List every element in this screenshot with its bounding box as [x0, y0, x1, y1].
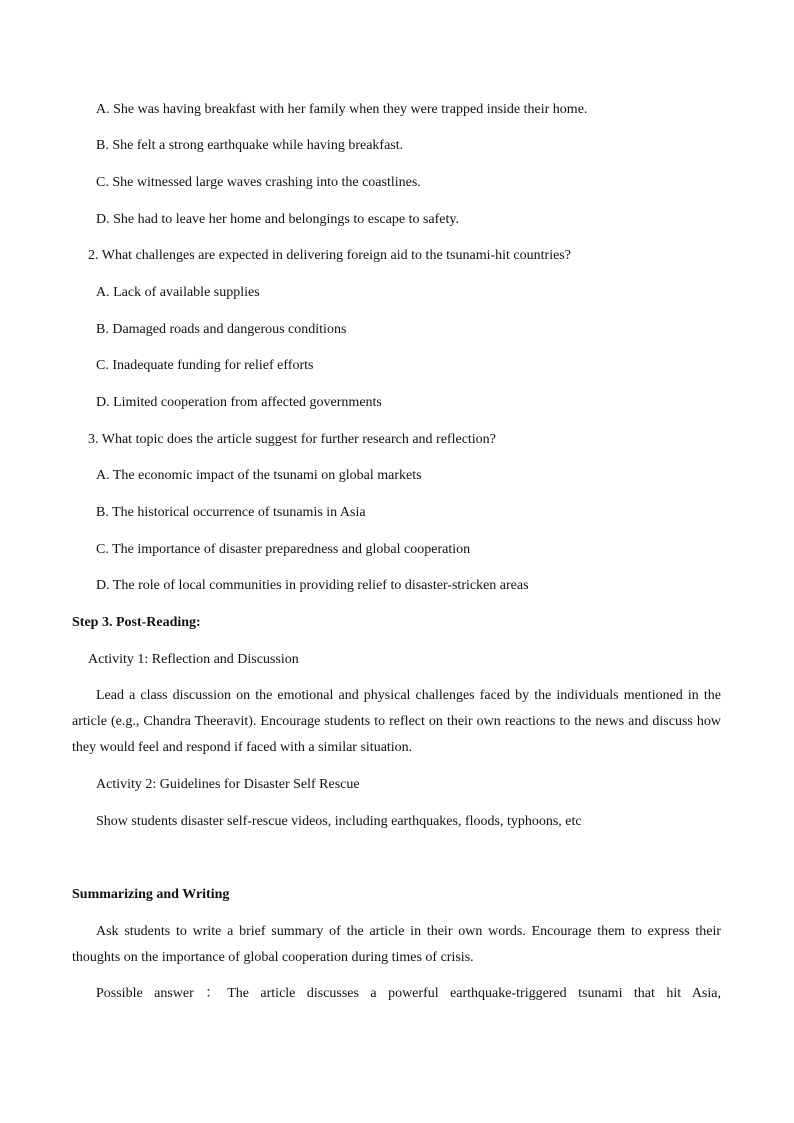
q3-option-a: A. The economic impact of the tsunami on global markets: [96, 468, 422, 483]
possible-answer: Possible answer ：The article discusses a powerful earthquake-triggered tsunami that hit Asia,: [96, 986, 721, 1001]
q3-option-c: C. The importance of disaster preparedness and global cooperation: [96, 542, 471, 557]
activity2-text: Show students disaster self-rescue videos, including earthquakes, floods, typhoons, etc: [96, 814, 582, 829]
summary-instruction: Ask students to write a brief summary of the article in their own words. Encourage them to express their thoughts on the importance of global cooperation during times of crisis.: [72, 924, 721, 965]
q2-option-a: A. Lack of available supplies: [96, 285, 260, 300]
q3-option-d: D. The role of local communities in providing relief to disaster-stricken areas: [96, 578, 529, 593]
step3-heading: Step 3. Post-Reading:: [72, 615, 201, 630]
q2-option-d: D. Limited cooperation from affected governments: [96, 395, 382, 410]
summary-heading: Summarizing and Writing: [72, 887, 230, 902]
q2-option-b: B. Damaged roads and dangerous conditions: [96, 322, 347, 337]
q1-option-a: A. She was having breakfast with her family when they were trapped inside their home.: [96, 102, 588, 117]
q2-question: 2. What challenges are expected in delivering foreign aid to the tsunami-hit countries?: [88, 248, 571, 263]
q1-option-c: C. She witnessed large waves crashing into the coastlines.: [96, 175, 421, 190]
q2-option-c: C. Inadequate funding for relief efforts: [96, 358, 314, 373]
q1-option-d: D. She had to leave her home and belongings to escape to safety.: [96, 212, 459, 227]
activity2-title: Activity 2: Guidelines for Disaster Self Rescue: [96, 777, 360, 792]
q1-option-b: B. She felt a strong earthquake while having breakfast.: [96, 138, 404, 153]
activity1-title: Activity 1: Reflection and Discussion: [88, 652, 299, 667]
q3-question: 3. What topic does the article suggest for further research and reflection?: [88, 432, 496, 447]
q3-option-b: B. The historical occurrence of tsunamis in Asia: [96, 505, 366, 520]
activity1-paragraph: Lead a class discussion on the emotional and physical challenges faced by the individuals mentioned in the article (e.g., Chandra Theeravit). Encourage students to reflect on their own reactions to the news and discuss how they would feel and respond if faced with a similar situation.: [72, 688, 721, 755]
